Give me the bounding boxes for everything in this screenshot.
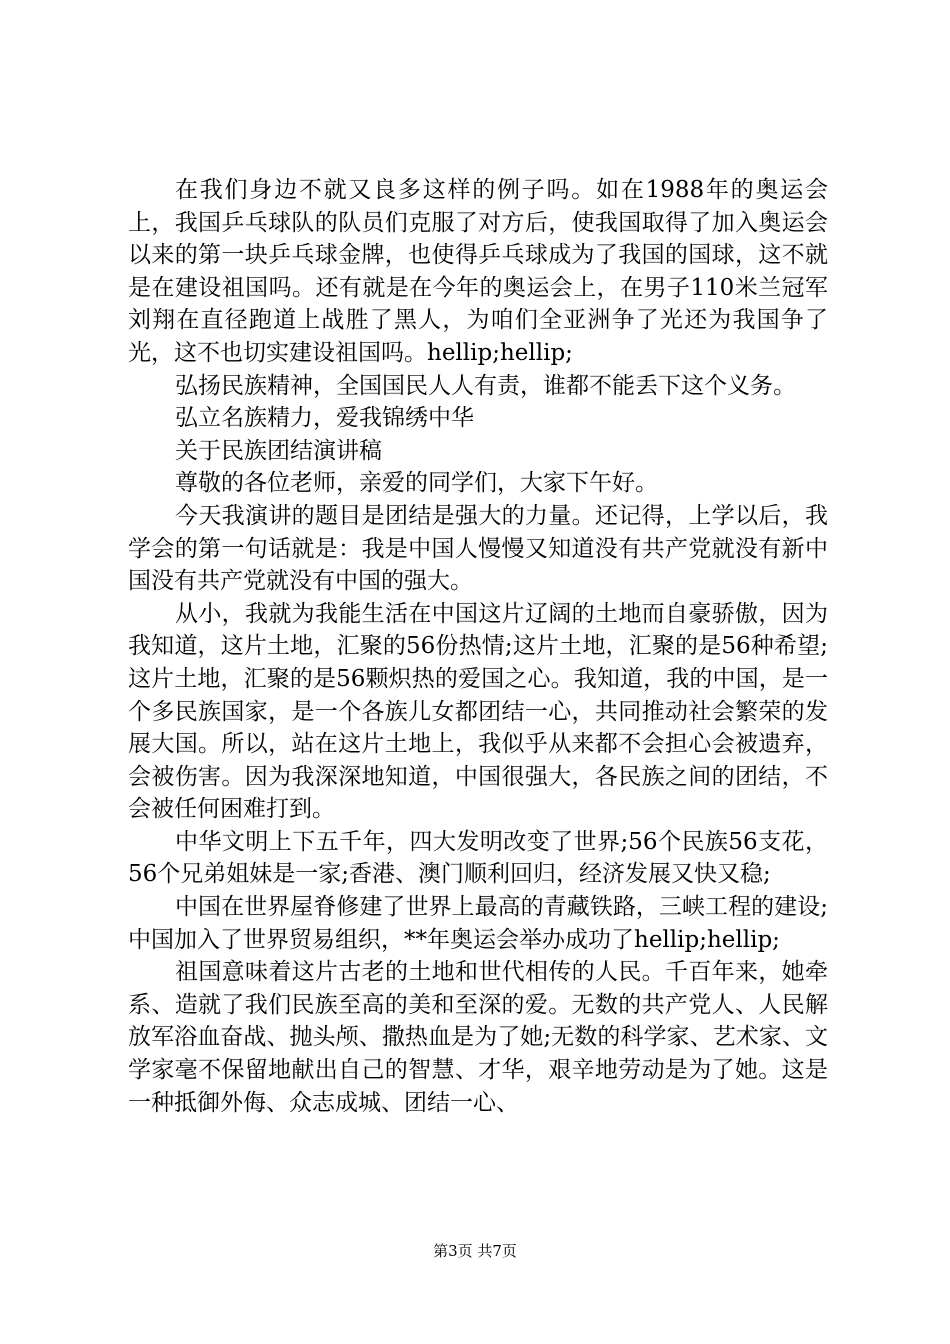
paragraph-9: 中国在世界屋脊修建了世界上最高的青藏铁路，三峡工程的建设;中国加入了世界贸易组织，**年奥运会举办成功了hellip;hellip;	[128, 894, 828, 953]
document-body	[128, 174, 828, 1119]
paragraph-8: 中华文明上下五千年，四大发明改变了世界;56个民族56支花，56个兄弟姐妹是一家;香港、澳门顺利回归，经济发展又快又稳;	[128, 828, 828, 888]
speech-title: 关于民族团结演讲稿	[175, 437, 382, 464]
paragraph-1: 在我们身边不就又良多这样的例子吗。如在1988年的奥运会上，我国乒乓球队的队员们克服了对方后，使我国取得了加入奥运会以来的第一块乒乓球金牌，也使得乒乓球成为了我国的国球，这不就是在建设祖国吗。还有就是在今年的奥运会上，在男子110米兰冠军刘翔在直径跑道上战胜了黑人，为咱们全亚洲争了光还为我国争了光，这不也切实建设祖国吗。hellip;hellip;	[128, 177, 828, 366]
paragraph-10: 祖国意味着这片古老的土地和世代相传的人民。千百年来，她牵系、造就了我们民族至高的美和至深的爱。无数的共产党人、人民解放军浴血奋战、抛头颅、撒热血是为了她;无数的科学家、艺术家、文学家毫不保留地献出自己的智慧、才华，艰辛地劳动是为了她。这是一种抵御外侮、众志成城、团结一心、	[128, 959, 828, 1116]
page-number-footer: 第3页 共7页	[433, 1242, 517, 1260]
paragraph-7: 从小，我就为我能生活在中国这片辽阔的土地而自豪骄傲，因为我知道，这片土地，汇聚的56份热情;这片土地，汇聚的是56种希望;这片土地，汇聚的是56颗炽热的爱国之心。我知道，我的中国，是一个多民族国家，是一个各族儿女都团结一心，共同推动社会繁荣的发展大国。所以，站在这片土地上，我似乎从来都不会担心会被遗弃，会被伤害。因为我深深地知道，中国很强大，各民族之间的团结，不会被任何困难打到。	[128, 600, 828, 823]
paragraph-3: 弘立名族精力，爱我锦绣中华	[175, 405, 474, 432]
greeting: 尊敬的各位老师，亲爱的同学们，大家下午好。	[175, 470, 658, 497]
paragraph-6: 今天我演讲的题目是团结是强大的力量。还记得，上学以后，我学会的第一句话就是：我是中国人慢慢又知道没有共产党就没有新中国没有共产党就没有中国的强大。	[128, 502, 828, 595]
paragraph-2: 弘扬民族精神，全国国民人人有责，谁都不能丢下这个义务。	[175, 372, 796, 399]
